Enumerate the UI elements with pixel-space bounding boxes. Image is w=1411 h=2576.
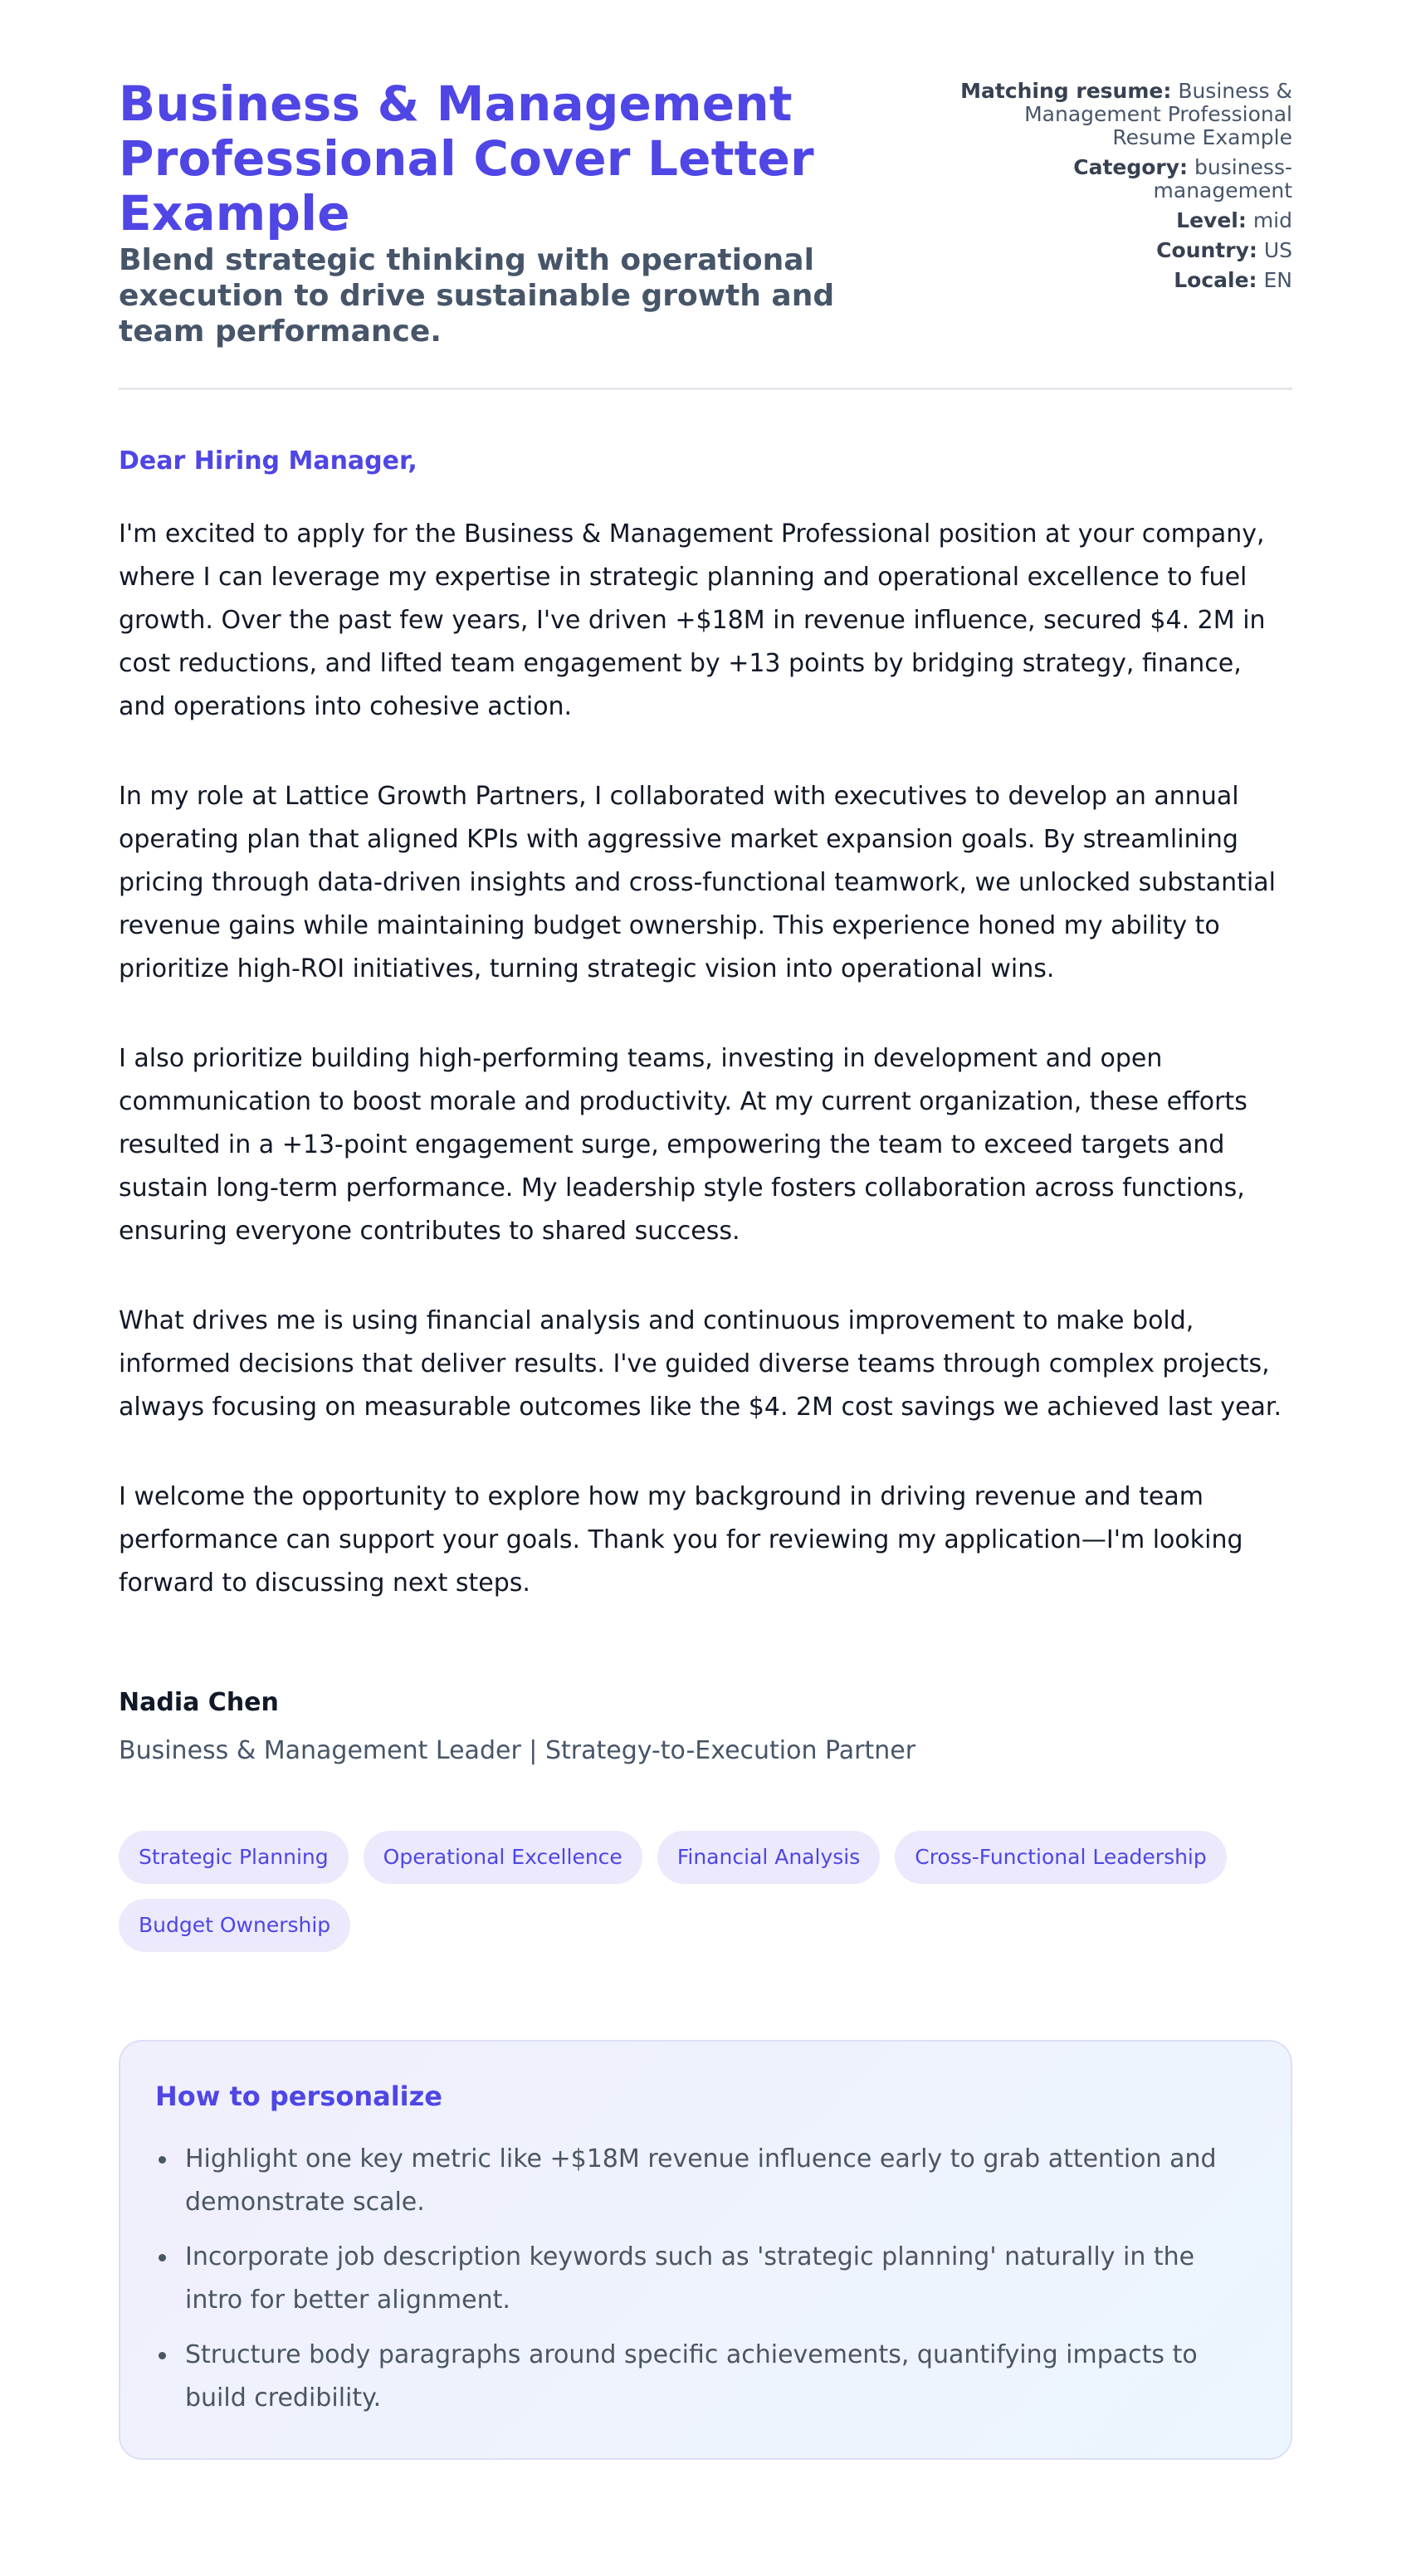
skill-tags <box>119 1831 1292 1952</box>
page-header <box>119 76 1292 349</box>
signature-title: Business & Management Leader | Strategy-to-Execution Partner <box>119 1736 916 1765</box>
tips-item <box>185 2236 1256 2322</box>
meta-label: Country: <box>1156 238 1257 262</box>
meta-value: mid <box>1252 208 1292 232</box>
meta-value: Business & Management Professional Resume Example <box>1024 79 1292 149</box>
tips-item-text: Structure body paragraphs around specific achievements, quantifying impacts to build credibility. <box>185 2340 1198 2413</box>
letter-paragraph: I welcome the opportunity to explore how my background in driving revenue and team performance can support your goals. Thank you for reviewing my application—I'm looking forward to discussing next steps. <box>119 1482 1243 1598</box>
page-title: Business & Management Professional Cover Letter Example <box>119 76 814 242</box>
bullet-icon <box>159 2156 166 2164</box>
letter-body <box>119 446 1292 1605</box>
tips-item <box>185 2138 1256 2224</box>
skill-tag: Budget Ownership <box>119 1899 350 1952</box>
meta-label: Locale: <box>1174 268 1257 292</box>
meta-country <box>944 239 1292 262</box>
meta-label: Matching resume: <box>960 79 1172 103</box>
meta-category <box>944 156 1292 202</box>
tips-list <box>155 2138 1256 2420</box>
meta-label: Category: <box>1073 155 1189 179</box>
skill-tag: Cross-Functional Leadership <box>895 1831 1227 1884</box>
meta-label: Level: <box>1176 208 1247 232</box>
header-titles <box>119 76 866 349</box>
meta-matching-resume <box>944 80 1292 149</box>
meta-level <box>944 209 1292 232</box>
skill-tag: Operational Excellence <box>364 1831 642 1884</box>
header-divider <box>119 388 1292 390</box>
meta-value: US <box>1263 238 1292 262</box>
signature-name: Nadia Chen <box>119 1688 279 1717</box>
tips-item <box>185 2334 1256 2420</box>
salutation: Dear Hiring Manager, <box>119 446 417 476</box>
tips-item-text: Highlight one key metric like +$18M revenue influence early to grab attention and demonstrate scale. <box>185 2144 1217 2217</box>
letter-paragraph: I'm excited to apply for the Business & Management Professional position at your company, where I can leverage my expertise in strategic planning and operational excellence to fuel growth. Over the past few years, I've driven +$18M in revenue influence, secured $4. 2M in cost reductions, and lifted team engagement by +13 points by bridging strategy, finance, and operations into cohesive action. <box>119 520 1266 721</box>
letter-paragraph: What drives me is using financial analysis and continuous improvement to make bold, informed decisions that deliver results. I've guided diverse teams through complex projects, always focusing on measurable outcomes like the $4. 2M cost savings we achieved last year. <box>119 1306 1282 1422</box>
meta-panel <box>944 76 1292 299</box>
bullet-icon <box>159 2352 166 2359</box>
skill-tag: Strategic Planning <box>119 1831 349 1884</box>
bullet-icon <box>159 2254 166 2261</box>
personalize-tips-card <box>119 2040 1292 2460</box>
meta-locale <box>944 269 1292 292</box>
letter-paragraph: In my role at Lattice Growth Partners, I collaborated with executives to develop an annual operating plan that aligned KPIs with aggressive market expansion goals. By streamlining pricing through data-driven insights and cross-functional teamwork, we unlocked substantial revenue gains while maintaining budget ownership. This experience honed my ability to prioritize high-ROI initiatives, turning strategic vision into operational wins. <box>119 782 1276 983</box>
letter-paragraph: I also prioritize building high-performing teams, investing in development and open communication to boost morale and productivity. At my current organization, these efforts resulted in a +13-point engagement surge, empowering the team to exceed targets and sustain long-term performance. My leadership style fosters collaboration across functions, ensuring everyone contributes to shared success. <box>119 1044 1247 1246</box>
tips-title: How to personalize <box>155 2081 442 2112</box>
meta-value: EN <box>1263 268 1292 292</box>
skill-tag: Financial Analysis <box>657 1831 880 1884</box>
page-subtitle: Blend strategic thinking with operational execution to drive sustainable growth and team performance. <box>119 243 835 349</box>
signature-block <box>119 1688 1292 1766</box>
cover-letter-page <box>119 0 1292 2576</box>
meta-value: business-management <box>1153 155 1292 202</box>
tips-item-text: Incorporate job description keywords such as 'strategic planning' naturally in the intro for better alignment. <box>185 2242 1195 2315</box>
